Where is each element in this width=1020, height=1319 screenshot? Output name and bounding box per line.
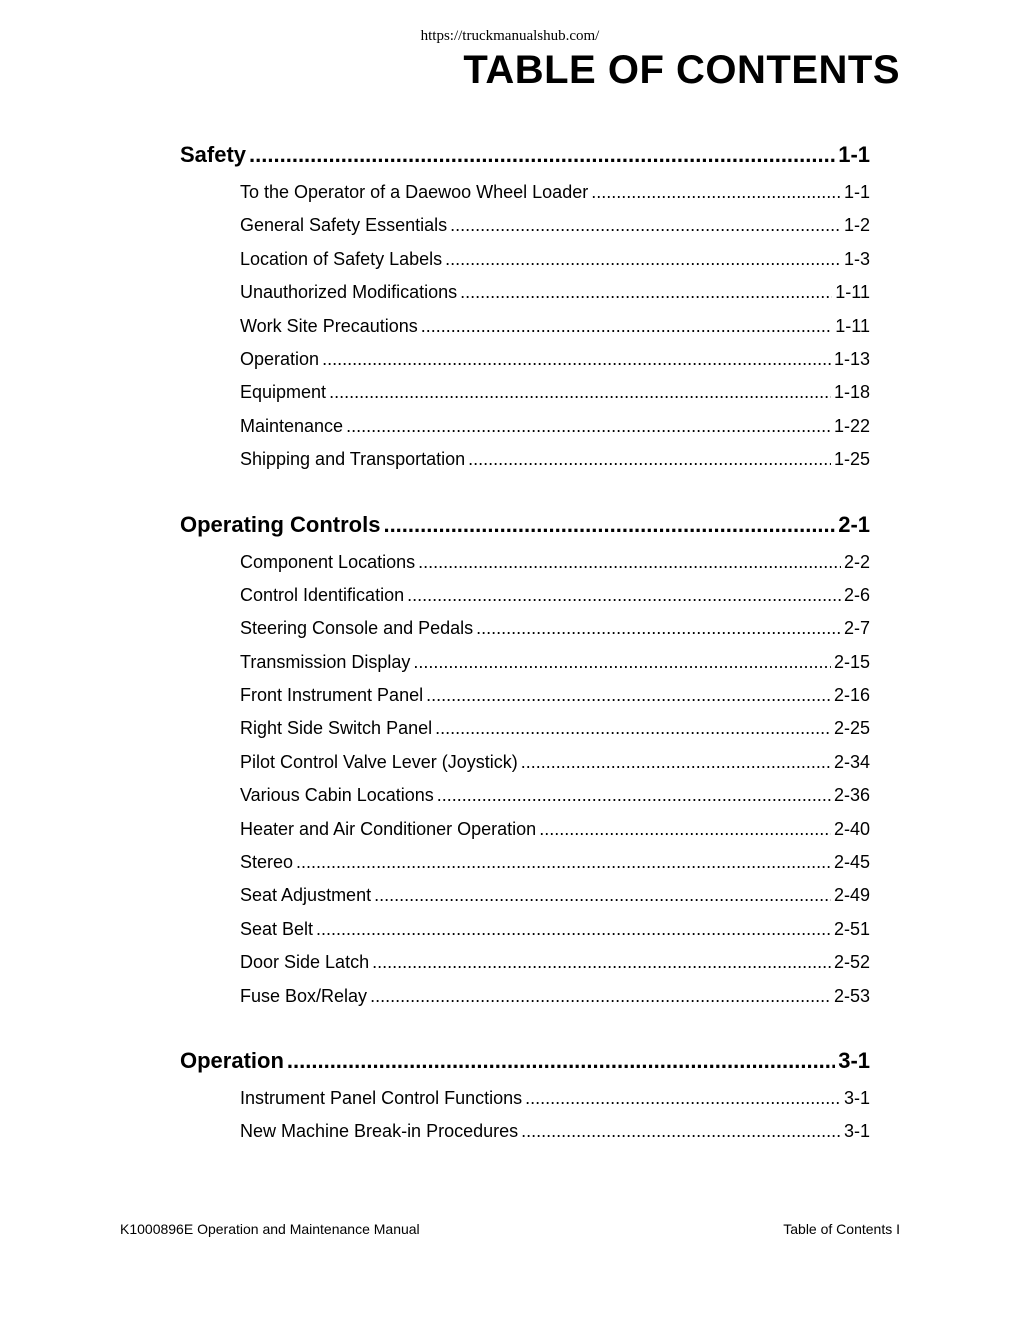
toc-entry[interactable] — [240, 310, 870, 343]
toc-section-heading[interactable] — [180, 1044, 870, 1078]
toc-entry-page: 2-52 — [833, 952, 870, 973]
dot-leader — [450, 209, 841, 242]
toc-entry-label: Seat Adjustment — [240, 885, 372, 906]
dot-leader — [525, 1082, 841, 1115]
toc-entry-page: 2-49 — [833, 885, 870, 906]
dot-leader — [372, 946, 831, 979]
toc-entry[interactable] — [240, 980, 870, 1013]
toc-entry-page: 2-15 — [833, 651, 870, 672]
toc-entry-page: 2-51 — [833, 918, 870, 939]
toc-entry[interactable] — [240, 746, 870, 779]
toc-entry-label: Fuse Box/Relay — [240, 985, 368, 1006]
toc-section — [180, 508, 870, 1013]
toc-entry-label: General Safety Essentials — [240, 215, 448, 236]
toc-entry-label: Component Locations — [240, 551, 416, 572]
dot-leader — [421, 310, 833, 343]
toc-entry[interactable] — [240, 209, 870, 242]
dot-leader — [591, 176, 841, 209]
toc-entry-page: 2-2 — [843, 551, 870, 572]
toc-entry-list — [180, 1082, 870, 1149]
toc-entry-label: Steering Console and Pedals — [240, 618, 474, 639]
toc-entry[interactable] — [240, 946, 870, 979]
toc-entry-page: 2-7 — [843, 618, 870, 639]
toc-entry[interactable] — [240, 176, 870, 209]
toc-entry-page: 2-45 — [833, 852, 870, 873]
dot-leader — [346, 410, 831, 443]
dot-leader — [370, 980, 831, 1013]
toc-section-page: 1-1 — [838, 142, 870, 167]
toc-entry[interactable] — [240, 879, 870, 912]
toc-section-page: 3-1 — [838, 1047, 870, 1073]
toc-entry-page: 1-11 — [835, 315, 870, 336]
dot-leader — [435, 712, 831, 745]
toc-entry-label: Heater and Air Conditioner Operation — [240, 818, 537, 839]
toc-entry-label: Operation — [240, 348, 320, 369]
dot-leader — [476, 612, 841, 645]
toc-entry-page: 1-3 — [843, 248, 870, 269]
dot-leader — [426, 679, 831, 712]
toc-entry-page: 1-22 — [833, 415, 870, 436]
dot-leader — [383, 508, 835, 542]
toc-entry[interactable] — [240, 410, 870, 443]
toc-entry-page: 2-34 — [833, 751, 870, 772]
dot-leader — [437, 779, 831, 812]
toc-entry[interactable] — [240, 579, 870, 612]
toc-entry-page: 2-25 — [833, 718, 870, 739]
toc-entry[interactable] — [240, 546, 870, 579]
dot-leader — [445, 243, 841, 276]
toc-entry[interactable] — [240, 712, 870, 745]
toc-section — [180, 138, 870, 477]
toc-entry-label: Equipment — [240, 382, 327, 403]
toc-entry[interactable] — [240, 646, 870, 679]
toc-section — [180, 1044, 870, 1149]
toc-entry[interactable] — [240, 343, 870, 376]
toc-entry-page: 3-1 — [843, 1121, 870, 1142]
dot-leader — [249, 138, 835, 172]
toc-entry[interactable] — [240, 443, 870, 476]
dot-leader — [521, 1115, 841, 1148]
toc-entry[interactable] — [240, 612, 870, 645]
toc-section-heading[interactable] — [180, 508, 870, 542]
toc-section-title: Safety — [180, 142, 247, 167]
dot-leader — [413, 646, 831, 679]
toc-entry[interactable] — [240, 276, 870, 309]
toc-entry-page: 1-18 — [833, 382, 870, 403]
toc-entry-page: 2-36 — [833, 785, 870, 806]
source-url: https://truckmanualshub.com/ — [420, 28, 600, 44]
toc-entry[interactable] — [240, 1082, 870, 1115]
toc-entry-label: Transmission Display — [240, 651, 411, 672]
toc-entry-label: Various Cabin Locations — [240, 785, 434, 806]
toc-entry-page: 1-25 — [833, 449, 870, 470]
toc-section-heading[interactable] — [180, 138, 870, 172]
dot-leader — [407, 579, 841, 612]
dot-leader — [287, 1044, 835, 1078]
dot-leader — [468, 443, 831, 476]
toc-entry-label: Instrument Panel Control Functions — [240, 1087, 523, 1108]
toc-entry-label: To the Operator of a Daewoo Wheel Loader — [240, 182, 589, 202]
toc-entry[interactable] — [240, 913, 870, 946]
toc-entry[interactable] — [240, 846, 870, 879]
toc-entry-list — [180, 176, 870, 477]
dot-leader — [329, 376, 831, 409]
page-title: TABLE OF CONTENTS — [463, 48, 900, 92]
toc-entry-page: 1-2 — [843, 215, 870, 236]
footer-page-label: Table of Contents I — [783, 1221, 900, 1237]
toc-entry-label: Control Identification — [240, 584, 405, 605]
toc-entry[interactable] — [240, 813, 870, 846]
toc-section-page: 2-1 — [838, 511, 870, 537]
page-footer — [120, 1221, 900, 1237]
toc-entry-list — [180, 546, 870, 1013]
dot-leader — [374, 879, 831, 912]
toc-entry-page: 3-1 — [843, 1087, 870, 1108]
toc-entry-label: Work Site Precautions — [240, 315, 418, 336]
toc-entry-label: New Machine Break-in Procedures — [240, 1121, 519, 1142]
toc-entry-label: Right Side Switch Panel — [240, 718, 433, 739]
table-of-contents — [180, 138, 870, 1180]
toc-entry-page: 2-53 — [833, 985, 870, 1006]
toc-entry-page: 2-6 — [843, 584, 870, 605]
toc-entry-page: 2-16 — [833, 685, 870, 706]
toc-entry-page: 1-13 — [833, 348, 870, 369]
dot-leader — [322, 343, 831, 376]
toc-entry-label: Door Side Latch — [240, 952, 370, 973]
toc-entry-label: Stereo — [240, 852, 294, 873]
toc-entry-page: 1-1 — [843, 182, 870, 202]
toc-entry-label: Shipping and Transportation — [240, 449, 466, 470]
toc-entry-label: Seat Belt — [240, 918, 314, 939]
toc-entry-label: Pilot Control Valve Lever (Joystick) — [240, 751, 518, 772]
dot-leader — [521, 746, 831, 779]
dot-leader — [418, 546, 841, 579]
toc-entry-label: Maintenance — [240, 415, 344, 436]
toc-section-title: Operation — [180, 1047, 284, 1073]
toc-entry-label: Front Instrument Panel — [240, 685, 424, 706]
toc-section-title: Operating Controls — [180, 511, 381, 537]
toc-entry[interactable] — [240, 376, 870, 409]
dot-leader — [539, 813, 831, 846]
toc-entry-label: Location of Safety Labels — [240, 248, 443, 269]
toc-entry-page: 2-40 — [833, 818, 870, 839]
toc-entry-label: Unauthorized Modifications — [240, 282, 458, 303]
toc-entry[interactable] — [240, 779, 870, 812]
footer-manual-id: K1000896E Operation and Maintenance Manual — [120, 1221, 420, 1237]
toc-entry[interactable] — [240, 679, 870, 712]
dot-leader — [296, 846, 831, 879]
dot-leader — [316, 913, 831, 946]
toc-entry[interactable] — [240, 1115, 870, 1148]
toc-entry[interactable] — [240, 243, 870, 276]
toc-entry-page: 1-11 — [835, 282, 870, 303]
dot-leader — [460, 276, 832, 309]
